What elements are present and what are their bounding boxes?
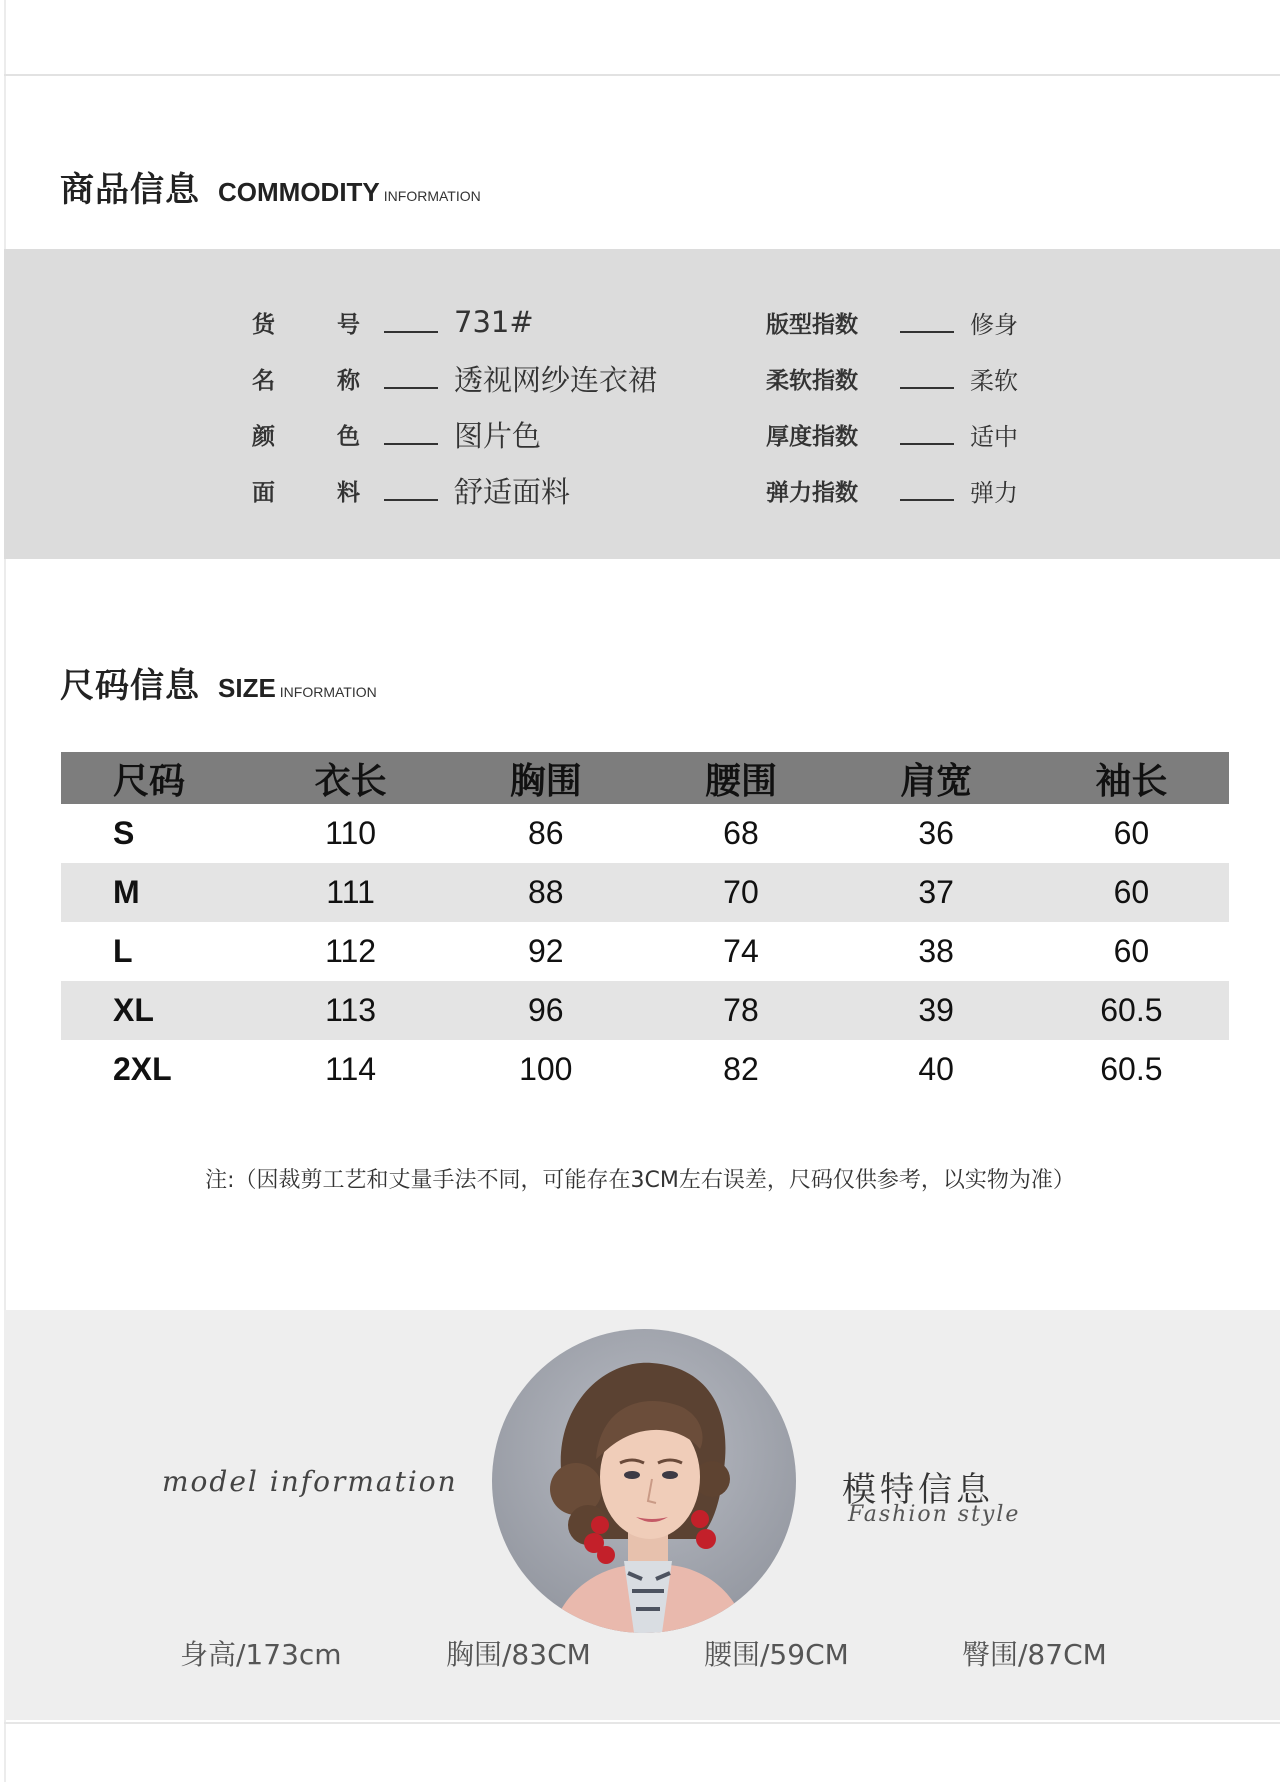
commodity-title-en: COMMODITY: [218, 177, 380, 207]
cell: 88: [448, 863, 643, 922]
cell-size: L: [113, 933, 133, 969]
model-information-script: model information: [162, 1465, 458, 1498]
table-row: [61, 863, 1229, 922]
header-waist: 腰围: [643, 752, 838, 804]
cell: 68: [723, 815, 759, 851]
model-subtitle: Fashion style: [848, 1502, 1021, 1527]
cell: 60.5: [1100, 1051, 1163, 1087]
cell: 60: [1034, 863, 1229, 922]
info-dash: [900, 443, 954, 445]
commodity-title-en-small: INFORMATION: [383, 188, 481, 204]
header-size: 尺码: [61, 752, 253, 804]
table-row: [61, 804, 1229, 863]
top-divider: [4, 74, 1280, 76]
info-row-name: [252, 350, 657, 406]
cell: 86: [527, 815, 564, 851]
cell: 111: [253, 863, 448, 922]
commodity-right-column: [766, 294, 1018, 518]
header-bust: 胸围: [448, 752, 643, 804]
cell: 96: [448, 981, 643, 1040]
cell: 70: [643, 863, 838, 922]
cell-size: M: [61, 863, 253, 922]
size-title-cn: 尺码信息: [60, 666, 200, 706]
model-height: 身高/173cm: [180, 1638, 342, 1671]
info-dash: [384, 331, 438, 333]
cell: 39: [839, 981, 1034, 1040]
info-label: 面 料: [252, 479, 360, 506]
info-label: 名 称: [252, 367, 360, 394]
info-dash: [384, 443, 438, 445]
cell: 38: [918, 933, 954, 969]
cell: 60: [1113, 815, 1150, 851]
cell: 110: [325, 815, 377, 851]
info-dash: [384, 387, 438, 389]
info-row-item-no: [252, 294, 657, 350]
info-value: 柔软: [970, 366, 1018, 395]
cell: 112: [325, 933, 377, 969]
commodity-heading: [60, 162, 481, 211]
cell: 100: [519, 1051, 573, 1087]
info-value: 修身: [970, 310, 1018, 339]
cell-size: XL: [61, 981, 253, 1040]
model-waist: 腰围/59CM: [704, 1638, 849, 1671]
cell: 82: [723, 1051, 759, 1087]
model-bust: 胸围/83CM: [446, 1638, 591, 1671]
info-row-fit: [766, 294, 1018, 350]
cell: 60: [1113, 933, 1150, 969]
model-portrait-illustration: [492, 1329, 796, 1633]
cell: 37: [839, 863, 1034, 922]
info-row-softness: [766, 350, 1018, 406]
info-value: 731#: [454, 305, 534, 339]
cell: 40: [918, 1051, 954, 1087]
cell: 60.5: [1034, 981, 1229, 1040]
size-table-header: [61, 752, 1229, 804]
size-heading: [60, 658, 377, 707]
info-value: 图片色: [454, 418, 542, 453]
commodity-left-column: [252, 294, 657, 518]
info-row-color: [252, 406, 657, 462]
model-portrait: [492, 1329, 796, 1633]
cell: 36: [918, 815, 954, 851]
info-label: 厚度指数: [766, 423, 858, 450]
commodity-title-cn: 商品信息: [60, 170, 200, 210]
info-row-fabric: [252, 462, 657, 518]
table-row: [61, 981, 1229, 1040]
size-note: 注:（因裁剪工艺和丈量手法不同，可能存在3CM左右误差，尺码仅供参考，以实物为准）: [205, 1168, 1075, 1193]
info-label: 货 号: [252, 311, 360, 338]
info-dash: [384, 499, 438, 501]
info-row-thickness: [766, 406, 1018, 462]
header-sleeve: 袖长: [1034, 752, 1229, 804]
info-row-elasticity: [766, 462, 1018, 518]
cell: 113: [253, 981, 448, 1040]
size-title-en: SIZE: [218, 673, 276, 703]
info-value: 弹力: [970, 478, 1018, 507]
info-dash: [900, 387, 954, 389]
cell: 114: [325, 1051, 377, 1087]
info-label: 颜 色: [252, 423, 360, 450]
info-value: 舒适面料: [454, 474, 571, 509]
info-dash: [900, 499, 954, 501]
cell-size: 2XL: [113, 1051, 172, 1087]
header-shoulder: 肩宽: [839, 752, 1034, 804]
bottom-divider: [4, 1722, 1280, 1724]
cell: 92: [527, 933, 564, 969]
table-row: [61, 1040, 1229, 1099]
size-table: [61, 752, 1229, 1099]
info-dash: [900, 331, 954, 333]
cell: 74: [723, 933, 759, 969]
cell-size: S: [113, 815, 135, 851]
table-row: [61, 922, 1229, 981]
model-hip: 臀围/87CM: [962, 1638, 1107, 1671]
cell: 78: [643, 981, 838, 1040]
size-title-en-small: INFORMATION: [279, 684, 377, 700]
info-label: 版型指数: [766, 311, 858, 338]
info-label: 柔软指数: [766, 367, 858, 394]
info-value: 透视网纱连衣裙: [454, 362, 658, 397]
info-value: 适中: [970, 422, 1018, 451]
info-label: 弹力指数: [766, 479, 858, 506]
header-length: 衣长: [253, 752, 448, 804]
model-title: 模特信息: [842, 1470, 994, 1510]
